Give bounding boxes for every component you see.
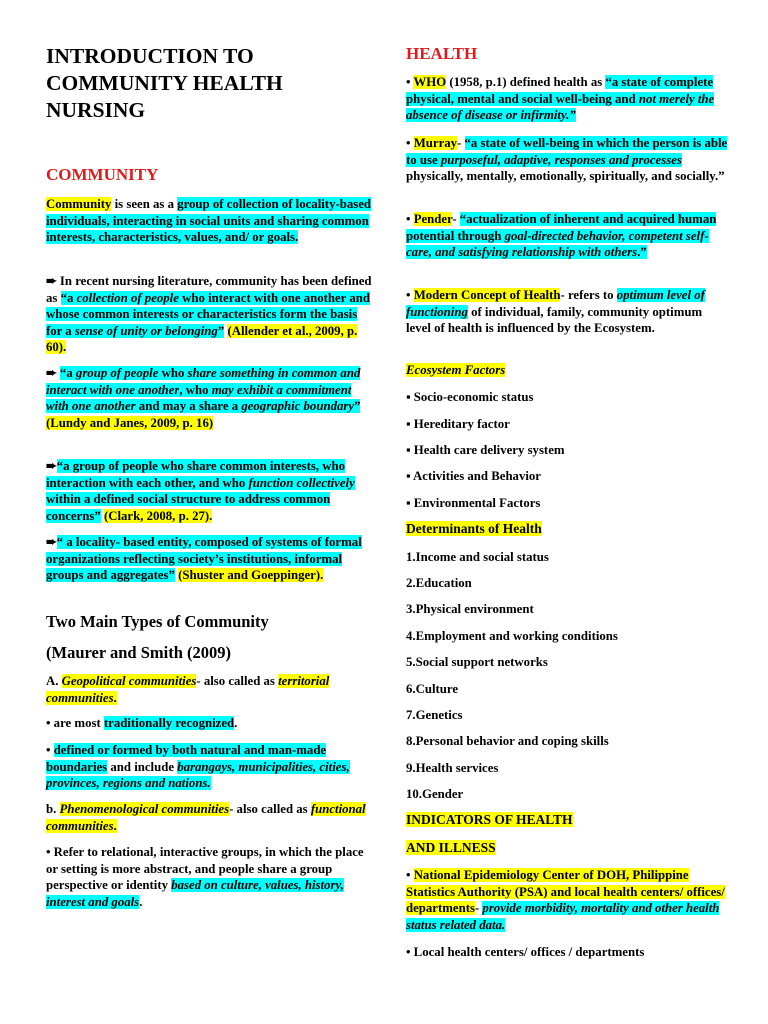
- determinant-item: 4.Employment and working conditions: [406, 629, 618, 643]
- health-heading: HEALTH: [406, 44, 478, 63]
- bullet-traditionally-recognized: • are most traditionally recognized.: [46, 716, 238, 730]
- health-definition-pender: • Pender- “actualization of inherent and acquired human potential through goal-directed behavior, competent self-care, and satisfying relationship with others.”: [406, 212, 717, 260]
- determinant-item: 7.Genetics: [406, 708, 463, 722]
- determinant-item: 3.Physical environment: [406, 602, 534, 616]
- determinant-item: 5.Social support networks: [406, 655, 548, 669]
- health-definition-modern: • Modern Concept of Health- refers to optimum level of functioning of individual, family, community optimum level of health is influenced by the Ecosystem.: [406, 288, 705, 336]
- community-definition-3: ➨ “a group of people who share something in common and interact with one another, who may exhibit a commitment with one another and may a share a geographic boundary” (Lundy and Janes, 2009, p. 16): [46, 366, 361, 430]
- determinant-item: 8.Personal behavior and coping skills: [406, 734, 609, 748]
- indicator-national-data: • National Epidemiology Center of DOH, Philippine Statistics Authority (PSA) and local health centers/ offices/ departments- provide morbidity, mortality and other health status related data.: [406, 868, 725, 932]
- ecosystem-item: ▪ Environmental Factors: [406, 496, 541, 510]
- ecosystem-item: ▪ Health care delivery system: [406, 443, 565, 457]
- determinant-item: 2.Education: [406, 576, 472, 590]
- community-heading: COMMUNITY: [46, 165, 159, 184]
- type-a-geopolitical: A. Geopolitical communities- also called as territorial communities.: [46, 674, 330, 705]
- determinant-item: 6.Culture: [406, 682, 459, 696]
- ecosystem-item: ▪ Hereditary factor: [406, 417, 510, 431]
- indicators-heading-line-2: AND ILLNESS: [406, 840, 496, 855]
- determinant-item: 10.Gender: [406, 787, 464, 801]
- ecosystem-heading: Ecosystem Factors: [406, 363, 506, 377]
- ecosystem-item: ▪ Socio-economic status: [406, 390, 534, 404]
- page-title: INTRODUCTION TO COMMUNITY HEALTH NURSING: [46, 44, 283, 122]
- determinant-item: 1.Income and social status: [406, 550, 549, 564]
- health-definition-murray: • Murray- “a state of well-being in which the person is able to use purposeful, adaptive, responses and processes physically, mentally, emotionally, spiritually, and socially.”: [406, 136, 728, 184]
- health-definition-who: • WHO (1958, p.1) defined health as “a state of complete physical, mental and social well-being and not merely the absence of disease or infirmity.”: [406, 75, 715, 123]
- bullet-boundaries: • defined or formed by both natural and man-made boundaries and include barangays, municipalities, cities, provinces, regions and nations.: [46, 743, 350, 791]
- indicator-local-centers: • Local health centers/ offices / departments: [406, 945, 645, 959]
- indicators-heading-line-1: INDICATORS OF HEALTH: [406, 812, 573, 827]
- determinants-heading: Determinants of Health: [406, 521, 542, 536]
- types-heading: Two Main Types of Community: [46, 612, 269, 631]
- ecosystem-item: ▪ Activities and Behavior: [406, 469, 541, 483]
- community-definition-1: Community is seen as a group of collection of locality-based individuals, interacting in social units and sharing common interests, characteristics, values, and/ or goals.: [46, 197, 372, 245]
- community-definition-5: ➨“ a locality- based entity, composed of systems of formal organizations reflecting society’s institutions, informal groups and aggregates” (Shuster and Goeppinger).: [46, 535, 362, 583]
- determinant-item: 9.Health services: [406, 761, 499, 775]
- bullet-relational-groups: • Refer to relational, interactive groups, in which the place or setting is more abstract, and people share a group perspective or identity based on culture, values, history, interest and goals.: [46, 845, 364, 909]
- type-b-phenomenological: b. Phenomenological communities- also called as functional communities.: [46, 802, 366, 833]
- community-definition-2: ➨ In recent nursing literature, community has been defined as “a collection of people who interact with one another and whose common interests or characteristics form the basis for a sense of unity or belonging” (Allender et al., 2009, p. 60).: [46, 274, 372, 355]
- types-source: (Maurer and Smith (2009): [46, 643, 232, 662]
- community-definition-4: ➨“a group of people who share common interests, who interaction with each other, and who function collectively within a defined social structure to address common concerns” (Clark, 2008, p. 27).: [46, 459, 355, 523]
